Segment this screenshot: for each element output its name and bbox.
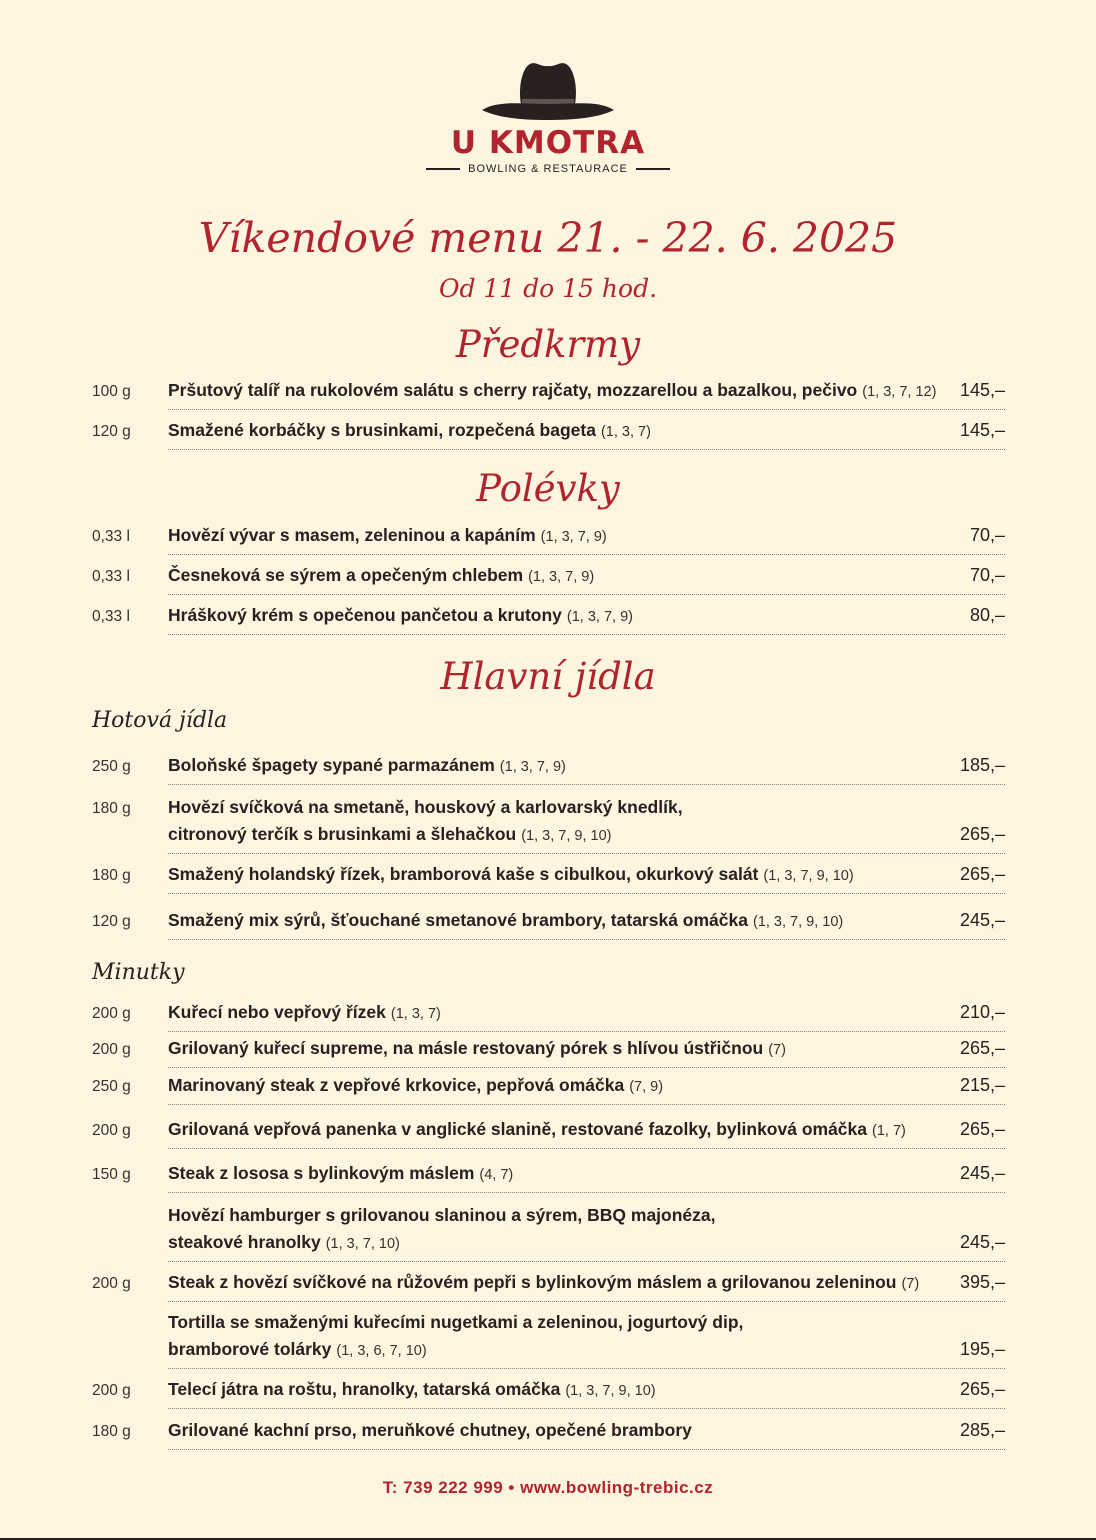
menu-item-description: [168, 1420, 1005, 1450]
menu-item: [92, 1163, 1005, 1194]
menu-item-allergens: (1, 3, 7, 9): [499, 759, 566, 775]
menu-item-allergens: (4, 7): [479, 1167, 514, 1183]
menu-item: [92, 797, 1005, 855]
menu-item-name: Marinovaný steak z vepřové krkovice, pepřová omáčka: [168, 1075, 625, 1095]
menu-item-portion: 250 g: [92, 758, 131, 775]
menu-item-allergens: (1, 3, 7, 9, 10): [763, 868, 854, 884]
menu-item-description: [168, 910, 1005, 940]
menu-item: [92, 1379, 1005, 1410]
menu-item-description: [168, 1379, 1005, 1409]
menu-item-portion: 200 g: [92, 1005, 131, 1022]
menu-item-allergens: (1, 3, 6, 7, 10): [336, 1343, 427, 1359]
menu-item: [92, 864, 1005, 895]
menu-item-price: 195,–: [959, 1339, 1005, 1359]
menu-item: [92, 1119, 1005, 1150]
menu-item-allergens: (1, 3, 7, 9, 10): [565, 1383, 656, 1399]
menu-item-name: Hráškový krém s opečenou pančetou a krutony: [168, 605, 562, 625]
menu-item-allergens: (7): [901, 1276, 920, 1292]
menu-item-price: 395,–: [959, 1272, 1005, 1292]
menu-item-name: Smažené korbáčky s brusinkami, rozpečená bageta: [168, 420, 596, 440]
menu-item-name: Smažený mix sýrů, šťouchané smetanové brambory, tatarská omáčka: [168, 910, 748, 930]
menu-item-description: [168, 1119, 1005, 1149]
menu-item-portion: 0,33 l: [92, 568, 130, 585]
menu-item-name: Grilovaná vepřová panenka v anglické slanině, restované fazolky, bylinková omáčka: [168, 1119, 868, 1139]
menu-item-portion: 120 g: [92, 913, 131, 930]
menu-item: [92, 1420, 1005, 1451]
menu-item: [92, 1075, 1005, 1106]
menu-hours: Od 11 do 15 hod.: [438, 274, 658, 303]
menu-item-price: 210,–: [959, 1002, 1005, 1022]
menu-item-allergens: (1, 3, 7, 9, 10): [752, 914, 844, 930]
menu-item-allergens: (7): [768, 1042, 786, 1058]
menu-item-description: [168, 755, 1005, 785]
menu-item-name: citronový terčík s brusinkami a šlehačkou: [168, 824, 517, 844]
logo: [0, 58, 1096, 175]
menu-item-portion: 0,33 l: [92, 608, 130, 625]
section-soups: Polévky: [476, 467, 620, 510]
menu-item-name: Steak z lososa s bylinkovým máslem: [168, 1163, 475, 1183]
menu-item-allergens: (1, 3, 7, 9, 10): [521, 828, 612, 844]
section-starters: Předkrmy: [455, 323, 641, 366]
menu-item-name: Grilovaný kuřecí supreme, na másle restovaný pórek s hlívou ústřičnou: [168, 1038, 764, 1058]
menu-item-price: 265,–: [959, 1038, 1005, 1058]
menu-item: [92, 755, 1005, 786]
menu-item-description: [168, 525, 1005, 555]
menu-item-description: [168, 1312, 1005, 1369]
menu-item: [92, 1002, 1005, 1033]
menu-item-name: Hovězí hamburger s grilovanou slaninou a sýrem, BBQ majonéza,: [168, 1205, 716, 1225]
menu-item: [92, 605, 1005, 636]
menu-item-portion: 180 g: [92, 867, 131, 884]
menu-item-description: [168, 1205, 1005, 1262]
menu-item-allergens: (1, 3, 7, 9): [528, 569, 595, 585]
menu-item: [92, 565, 1005, 596]
menu-item-price: 145,–: [959, 380, 1005, 400]
menu-item-name: Smažený holandský řízek, bramborová kaše s cibulkou, okurkový salát: [168, 864, 759, 884]
menu-item-name: steakové hranolky: [168, 1232, 321, 1252]
brand-name: U KMOTRA: [450, 125, 646, 161]
menu-item-portion: 120 g: [92, 423, 131, 440]
menu-item-price: 215,–: [959, 1075, 1005, 1095]
menu-item-portion: 180 g: [92, 1423, 131, 1440]
brand-tagline: BOWLING & RESTAURACE: [0, 163, 1096, 175]
menu-item-description: [168, 1163, 1005, 1193]
menu-item-allergens: (7, 9): [629, 1079, 664, 1095]
menu-item-name: Telecí játra na roštu, hranolky, tatarská omáčka: [168, 1379, 561, 1399]
menu-item-price: 70,–: [969, 565, 1005, 585]
menu-item-price: 265,–: [959, 864, 1005, 884]
menu-item-name: Steak z hovězí svíčkové na růžovém pepři s bylinkovým máslem a grilovanou zeleninou: [168, 1272, 897, 1292]
menu-item-portion: 180 g: [92, 800, 131, 817]
menu-item-name: Pršutový talíř na rukolovém salátu s cherry rajčaty, mozzarellou a bazalkou, pečivo: [168, 380, 858, 400]
menu-item-description: [168, 797, 1005, 854]
menu-item-allergens: (1, 7): [872, 1123, 906, 1139]
menu-item-name: Tortilla se smaženými kuřecími nugetkami a zeleninou, jogurtový dip,: [168, 1312, 744, 1332]
menu-item-price: 185,–: [959, 755, 1005, 775]
menu-item-price: 265,–: [959, 824, 1005, 844]
menu-item-allergens: (1, 3, 7, 10): [325, 1236, 400, 1252]
menu-item-description: [168, 1272, 1005, 1302]
menu-item-description: [168, 1038, 1005, 1068]
menu-title: Víkendové menu 21. - 22. 6. 2025: [198, 214, 898, 262]
menu-item-name: Boloňské špagety sypané parmazánem: [168, 755, 495, 775]
menu-item-price: 80,–: [969, 605, 1005, 625]
menu-item-price: 245,–: [959, 910, 1005, 930]
menu-item-description: [168, 1002, 1005, 1032]
menu-item-portion: 200 g: [92, 1382, 131, 1399]
menu-item: [92, 420, 1005, 451]
hat-icon: [478, 58, 618, 124]
menu-item-portion: 250 g: [92, 1078, 131, 1095]
menu-item-description: [168, 864, 1005, 894]
menu-item: [92, 1038, 1005, 1069]
menu-item-price: 245,–: [959, 1163, 1005, 1183]
menu-item-portion: 0,33 l: [92, 528, 130, 545]
menu-item-name: Kuřecí nebo vepřový řízek: [168, 1002, 386, 1022]
menu-item-description: [168, 565, 1005, 595]
menu-item-name: Česneková se sýrem a opečeným chlebem: [168, 565, 524, 585]
menu-item-description: [168, 380, 1005, 410]
menu-item-price: 145,–: [959, 420, 1005, 440]
menu-item-description: [168, 1075, 1005, 1105]
section-mains: Hlavní jídla: [440, 655, 656, 698]
menu-item-price: 70,–: [969, 525, 1005, 545]
menu-item-allergens: (1, 3, 7, 12): [862, 384, 937, 400]
menu-item-allergens: (1, 3, 7): [600, 424, 651, 440]
menu-item-allergens: (1, 3, 7): [390, 1006, 441, 1022]
menu-item-name: bramborové tolárky: [168, 1339, 332, 1359]
menu-item-allergens: (1, 3, 7, 9): [566, 609, 633, 625]
menu-item: [92, 1312, 1005, 1370]
menu-item-portion: 200 g: [92, 1275, 131, 1292]
menu-item-portion: 150 g: [92, 1166, 131, 1183]
menu-item-allergens: (1, 3, 7, 9): [540, 529, 607, 545]
menu-item-name: Hovězí vývar s masem, zeleninou a kapáním: [168, 525, 536, 545]
menu-item: [92, 910, 1005, 941]
menu-item: [92, 380, 1005, 411]
subsection-quick-meals: Minutky: [92, 960, 185, 985]
menu-item-name: Hovězí svíčková na smetaně, houskový a karlovarský knedlík,: [168, 797, 683, 817]
menu-item-name: Grilované kachní prso, meruňkové chutney, opečené brambory: [168, 1420, 692, 1440]
menu-item-description: [168, 420, 1005, 450]
menu-item-price: 245,–: [959, 1232, 1005, 1252]
menu-item-description: [168, 605, 1005, 635]
menu-item: [92, 525, 1005, 556]
menu-item-portion: 200 g: [92, 1122, 131, 1139]
menu-item-portion: 100 g: [92, 383, 131, 400]
menu-item: [92, 1205, 1005, 1263]
menu-item-portion: 200 g: [92, 1041, 131, 1058]
footer-contact: T: 739 222 999 • www.bowling-trebic.cz: [382, 1478, 714, 1497]
menu-item-price: 285,–: [959, 1420, 1005, 1440]
menu-item-price: 265,–: [959, 1119, 1005, 1139]
menu-item-price: 265,–: [959, 1379, 1005, 1399]
menu-item: [92, 1272, 1005, 1303]
subsection-ready-meals: Hotová jídla: [92, 708, 228, 733]
